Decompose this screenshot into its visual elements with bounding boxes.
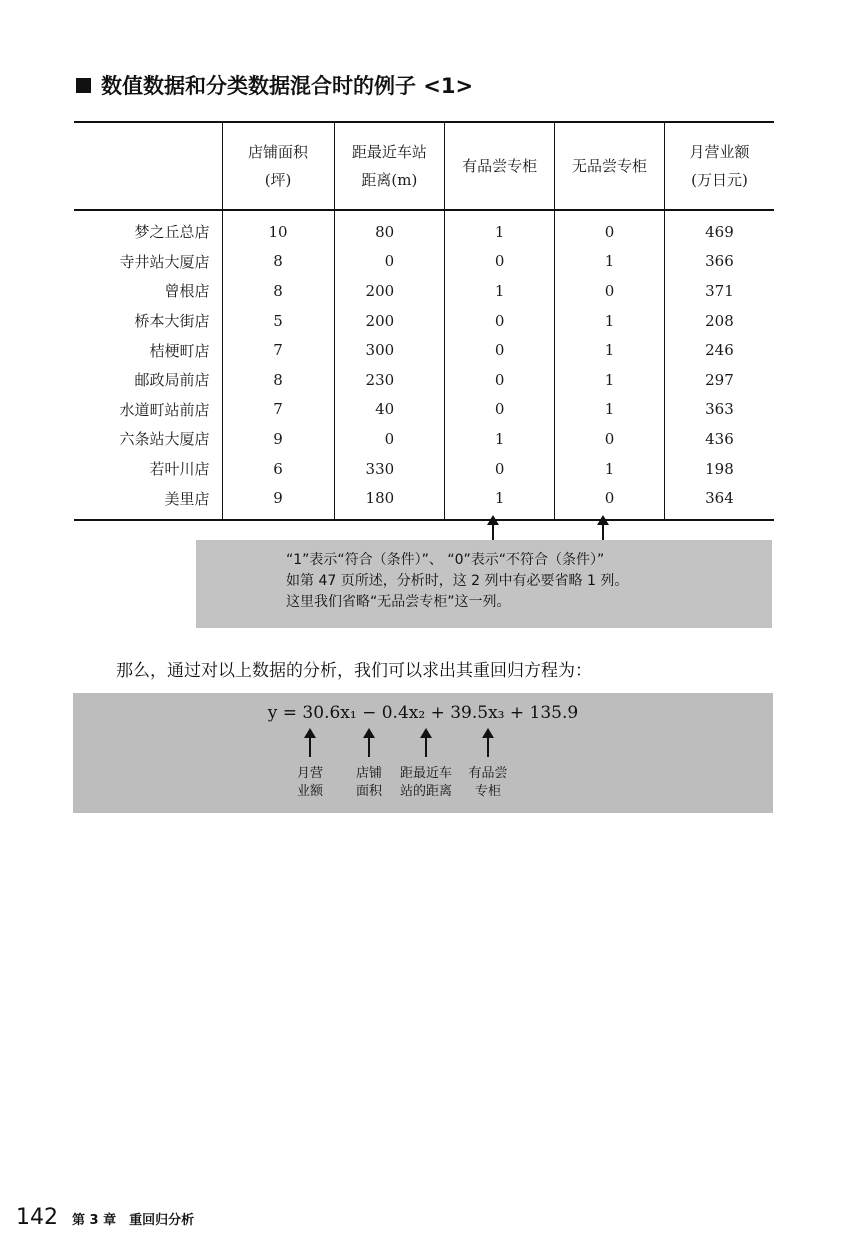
- equation-label-distance: [391, 765, 461, 801]
- data-table: [74, 121, 774, 521]
- black-square-icon: [76, 78, 91, 93]
- cell-distance: 0: [334, 247, 445, 277]
- label-line: 有品尝: [468, 766, 508, 781]
- equation-label-tasting: [453, 765, 523, 801]
- cell-tasting-yes: 1: [445, 276, 555, 306]
- cell-sales: 364: [664, 483, 774, 520]
- cell-tasting-yes: 1: [445, 483, 555, 520]
- arrow-up-icon: [309, 737, 311, 757]
- arrow-up-icon: [492, 524, 494, 540]
- cell-area: 10: [222, 210, 334, 247]
- header-sales-line1: 月营业额: [689, 143, 750, 161]
- cell-distance: 200: [334, 276, 445, 306]
- cell-distance: 330: [334, 454, 445, 484]
- label-line: 站的距离: [399, 784, 452, 799]
- header-area-line2: (坪): [264, 171, 292, 189]
- arrow-up-icon: [602, 524, 604, 540]
- cell-store: 曾根店: [164, 282, 210, 301]
- cell-sales: 363: [664, 395, 774, 425]
- header-tasting-yes: 有品尝专柜: [445, 122, 555, 210]
- table-row: [74, 247, 774, 277]
- cell-tasting-no: 1: [555, 306, 665, 336]
- cell-store: 美里店: [74, 483, 222, 520]
- cell-sales: 469: [664, 210, 774, 247]
- header-area-line1: 店铺面积: [248, 143, 309, 161]
- table-row: [74, 335, 774, 365]
- label-line: 距最近车: [399, 766, 452, 781]
- cell-store: 邮政局前店: [134, 371, 210, 390]
- table-row: [74, 395, 774, 425]
- cell-store: 桥本大街店: [134, 312, 210, 331]
- cell-tasting-no: 0: [555, 424, 665, 454]
- label-line: 店铺: [355, 766, 382, 781]
- cell-tasting-no: 1: [555, 335, 665, 365]
- table-row: [74, 454, 774, 484]
- table-row: [74, 210, 774, 247]
- equation-box: [73, 693, 773, 813]
- cell-tasting-no: 0: [555, 483, 665, 520]
- cell-sales: 297: [664, 365, 774, 395]
- cell-tasting-no: 0: [555, 210, 665, 247]
- cell-tasting-yes: 0: [445, 335, 555, 365]
- cell-area: 8: [222, 276, 334, 306]
- cell-tasting-no: 1: [555, 247, 665, 277]
- cell-sales: 366: [664, 247, 774, 277]
- header-store: [74, 122, 222, 210]
- header-area: [222, 122, 334, 210]
- header-distance-line1: 距最近车站: [351, 143, 427, 161]
- header-sales: [664, 122, 774, 210]
- cell-distance: 230: [334, 365, 445, 395]
- cell-sales: 208: [664, 306, 774, 336]
- table-row: [74, 424, 774, 454]
- header-sales-line2: (万日元): [691, 171, 748, 189]
- cell-tasting-no: 1: [555, 395, 665, 425]
- cell-area: 8: [222, 365, 334, 395]
- note-line: 如第 47 页所述，分析时，这 2 列中有必要省略 1 列。: [286, 573, 629, 589]
- page-footer: [16, 1205, 194, 1230]
- regression-equation: y = 30.6x₁ − 0.4x₂ + 39.5x₃ + 135.9: [267, 703, 579, 723]
- note-box: [196, 540, 772, 628]
- cell-tasting-yes: 0: [445, 454, 555, 484]
- arrow-up-icon: [368, 737, 370, 757]
- table-row: [74, 365, 774, 395]
- cell-store: 寺井站大厦店: [119, 252, 210, 271]
- cell-tasting-yes: 0: [445, 306, 555, 336]
- table-row: [74, 306, 774, 336]
- chapter-title: 第 3 章 重回归分析: [72, 1213, 195, 1228]
- body-text: 那么，通过对以上数据的分析，我们可以求出其重回归方程为：: [116, 661, 592, 681]
- header-distance: [334, 122, 445, 210]
- cell-distance: 180: [334, 483, 445, 520]
- cell-distance: 300: [334, 335, 445, 365]
- cell-store: 若叶川店: [149, 460, 210, 479]
- cell-tasting-yes: 1: [445, 424, 555, 454]
- cell-tasting-yes: 1: [445, 210, 555, 247]
- cell-area: 8: [222, 247, 334, 277]
- cell-area: 5: [222, 306, 334, 336]
- arrow-up-icon: [425, 737, 427, 757]
- cell-tasting-no: 0: [555, 276, 665, 306]
- page-number: 142: [16, 1205, 58, 1230]
- label-line: 月营: [296, 766, 323, 781]
- arrow-up-icon: [487, 737, 489, 757]
- cell-sales: 198: [664, 454, 774, 484]
- cell-distance: 80: [334, 210, 445, 247]
- cell-distance: 40: [334, 395, 445, 425]
- cell-area: 7: [222, 335, 334, 365]
- table-header-row: [74, 122, 774, 210]
- cell-store: 桔梗町店: [149, 341, 210, 360]
- cell-store: 六条站大厦店: [119, 430, 210, 449]
- cell-area: 6: [222, 454, 334, 484]
- label-line: 面积: [355, 784, 382, 799]
- cell-area: 7: [222, 395, 334, 425]
- table-row: [74, 276, 774, 306]
- table-row: [74, 483, 774, 520]
- label-line: 业额: [296, 784, 323, 799]
- cell-store: 梦之丘总店: [134, 223, 210, 242]
- cell-distance: 0: [334, 424, 445, 454]
- cell-tasting-yes: 0: [445, 395, 555, 425]
- cell-tasting-no: 1: [555, 454, 665, 484]
- cell-sales: 246: [664, 335, 774, 365]
- cell-tasting-yes: 0: [445, 365, 555, 395]
- section-title: [76, 70, 473, 100]
- note-line: 这里我们省略“无品尝专柜”这一列。: [286, 594, 511, 610]
- section-title-text: 数值数据和分类数据混合时的例子 <1>: [101, 74, 474, 98]
- cell-area: 9: [222, 424, 334, 454]
- cell-sales: 371: [664, 276, 774, 306]
- cell-store: 水道町站前店: [119, 400, 210, 419]
- cell-distance: 200: [334, 306, 445, 336]
- note-line: “1”表示“符合（条件）”、 “0”表示“不符合（条件）”: [286, 552, 605, 568]
- cell-sales: 436: [664, 424, 774, 454]
- header-distance-line2: 距离(m): [361, 171, 418, 189]
- cell-tasting-no: 1: [555, 365, 665, 395]
- cell-area: 9: [222, 483, 334, 520]
- label-line: 专柜: [474, 784, 501, 799]
- cell-tasting-yes: 0: [445, 247, 555, 277]
- header-tasting-no: 无品尝专柜: [555, 122, 665, 210]
